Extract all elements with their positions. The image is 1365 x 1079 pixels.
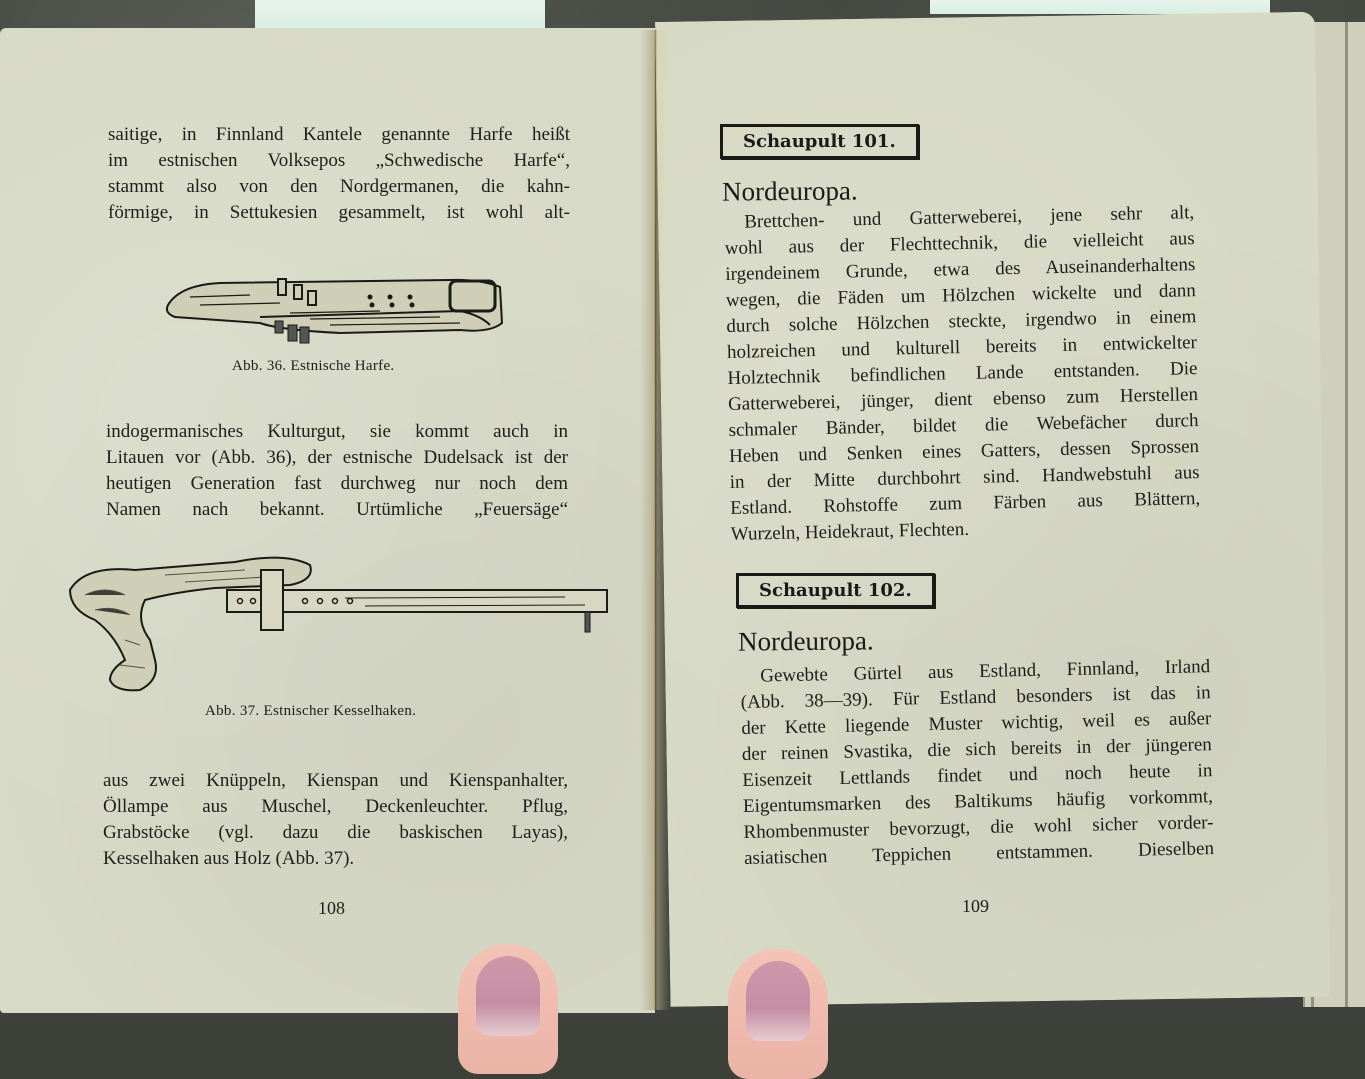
text-line: Estland. Rohstoffe zum Färben aus Blättern, — [730, 488, 1201, 519]
text-line: Litauen vor (Abb. 36), der estnische Dudelsack ist der — [106, 447, 568, 468]
thumbnail — [746, 961, 810, 1041]
text-line: förmige, in Settukesien gesammelt, ist wohl alt- — [108, 202, 570, 223]
book-gutter — [640, 30, 670, 1010]
page-number-left: 108 — [318, 898, 345, 918]
text-line: Grabstöcke (vgl. dazu die baskischen Layas), — [103, 822, 568, 843]
text-line: Heben und Senken eines Gatters, dessen Sprossen — [728, 436, 1200, 467]
text-line: im estnischen Volksepos „Schwedische Harfe“, — [108, 150, 570, 171]
left-paragraph-3 — [103, 768, 568, 872]
section-102-heading: Nordeuropa. — [737, 625, 874, 657]
text-line: Kesselhaken aus Holz (Abb. 37). — [103, 848, 355, 869]
text-line: (Abb. 38—39). Für Estland besonders ist das in — [740, 682, 1211, 713]
text-line: irgendeinem Grunde, etwa des Auseinanderhaltens — [725, 254, 1196, 285]
page-number-right: 109 — [962, 896, 989, 916]
text-line: heutigen Generation fast durchweg nur noch dem — [106, 473, 568, 494]
section-101-heading: Nordeuropa. — [721, 175, 858, 207]
text-line: in der Mitte durchbohrt sind. Handwebstuhl aus — [729, 462, 1200, 493]
text-line: Rhombenmuster bevorzugt, die wohl sicher vorder- — [743, 812, 1214, 843]
text-line: schmaler Bänder, bildet die Webefächer durch — [728, 410, 1199, 441]
text-line: Brettchen- und Gatterweberei, jene sehr alt, — [744, 202, 1195, 233]
page-edge-line — [1345, 22, 1348, 1007]
text-line: indogermanisches Kulturgut, sie kommt auch in — [106, 421, 568, 442]
text-line: stammt also von den Nordgermanen, die kahn- — [108, 176, 570, 197]
text-line: wohl aus der Flechttechnik, die vielleicht aus — [724, 228, 1195, 259]
paper-slip — [255, 0, 545, 30]
text-line: wegen, die Fäden um Hölzchen wickelte und dann — [725, 280, 1197, 311]
text-line: Eigentumsmarken des Baltikums häufig vorkommt, — [742, 786, 1214, 817]
estonian-pot-hook-illustration — [65, 550, 610, 695]
text-line: der Kette liegende Muster wichtig, weil es außer — [741, 708, 1212, 739]
text-line: der reinen Svastika, die sich bereits in der jüngeren — [741, 734, 1213, 765]
text-line: Gatterweberei, jünger, dient ebenso zum Herstellen — [727, 384, 1199, 415]
left-paragraph-1 — [108, 122, 570, 226]
left-paragraph-2 — [106, 419, 568, 523]
text-line: asiatischen Teppichen entstammen. Dieselben — [743, 838, 1215, 869]
figure-36-caption: Abb. 36. Estnische Harfe. — [232, 358, 395, 374]
text-line: Gewebte Gürtel aus Estland, Finnland, Irland — [760, 656, 1211, 687]
paper-slip — [930, 0, 1270, 14]
schaupult-101-label: Schaupult 101. — [720, 124, 919, 159]
text-line: Eisenzeit Lettlands findet und noch heute in — [742, 760, 1213, 791]
text-line: durch solche Hölzchen steckte, irgendwo in einem — [726, 306, 1197, 337]
left-thumb — [458, 944, 558, 1074]
figure-37-caption: Abb. 37. Estnischer Kesselhaken. — [205, 703, 417, 719]
text-line: holzreichen und kulturell bereits in entwickelter — [726, 332, 1198, 363]
text-line: Öllampe aus Muschel, Deckenleuchter. Pflug, — [103, 796, 568, 817]
text-line: aus zwei Knüppeln, Kienspan und Kienspanhalter, — [103, 770, 568, 791]
schaupult-102-label: Schaupult 102. — [736, 573, 935, 608]
text-line: Wurzeln, Heidekraut, Flechten. — [730, 518, 970, 545]
section-101-text — [724, 200, 1201, 548]
text-line: Holztechnik befindlichen Lande entstanden. Die — [727, 358, 1198, 389]
section-102-text — [740, 654, 1214, 872]
thumbnail — [476, 956, 540, 1036]
right-thumb — [728, 949, 828, 1079]
text-line: saitige, in Finnland Kantele genannte Harfe heißt — [108, 124, 570, 145]
text-line: Namen nach bekannt. Urtümliche „Feuersäge“ — [106, 499, 568, 520]
estonian-harp-illustration — [160, 275, 510, 345]
